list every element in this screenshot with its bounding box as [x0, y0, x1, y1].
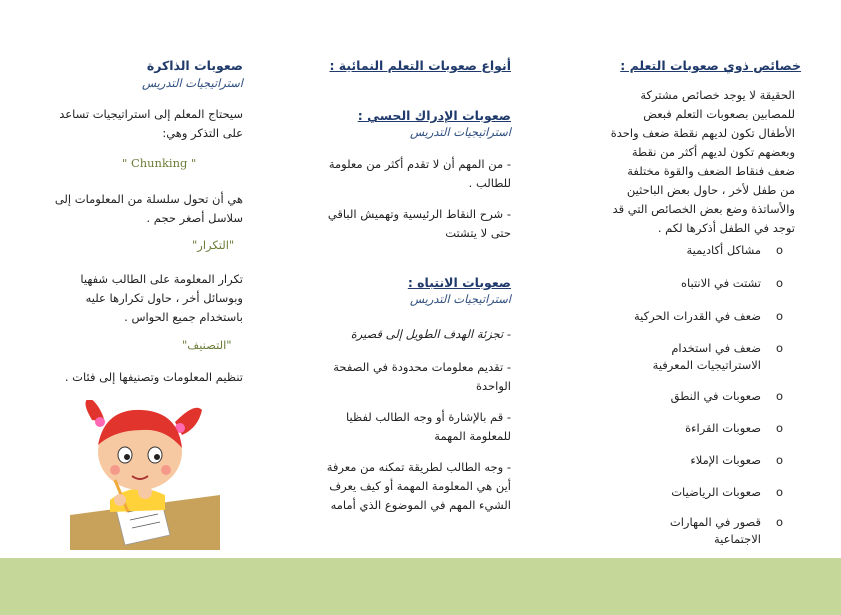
list-item: o صعوبات الرياضيات: [671, 484, 783, 501]
footer-band: [0, 558, 841, 615]
list-item: o ضعف في القدرات الحركية: [634, 308, 783, 325]
girl-writing-illustration: [70, 400, 220, 550]
repetition-text: تكرار المعلومة على الطالب شفهيا وبوسائل أخر ، حاول تكرارها عليه باستخدام جميع الحواس .: [80, 272, 243, 324]
list-item: o قصور في المهارات الاجتماعية: [651, 514, 783, 548]
repetition-label: "التكرار": [192, 238, 235, 252]
list-item: o مشاكل أكاديمية: [686, 242, 783, 259]
attention-title: صعوبات الانتباه :: [407, 275, 511, 290]
memory-intro: سيحتاج المعلم إلى استراتيجيات تساعد على التذكر وهي:: [59, 107, 243, 140]
attention-item: - وجه الطالب لطريقة تمكنه من معرفة أين هي المعلومة المهمة أو كيف يعرف الشيء المهم في الموضوع الذي أمامه: [326, 460, 511, 512]
list-item: o صعوبات الإملاء: [690, 452, 783, 469]
developmental-heading: أنواع صعوبات التعلم النمائية :: [329, 58, 511, 73]
perception-title: صعوبات الإدراك الحسي :: [357, 108, 511, 123]
list-item: o صعوبات في النطق: [671, 388, 783, 405]
attention-item: - تجزئة الهدف الطويل إلى قصيرة: [350, 327, 511, 341]
perception-item: - شرح النقاط الرئيسية وتهميش الباقي حتى لا يتشتت: [327, 207, 511, 240]
attention-sub: استراتيجيات التدريس: [409, 292, 511, 306]
attention-item: - تقديم معلومات محدودة في الصفحة الواحدة: [333, 360, 511, 393]
characteristics-heading: خصائص ذوي صعوبات التعلم :: [620, 58, 801, 73]
memory-sub: استراتيجيات التدريس: [141, 76, 243, 90]
memory-heading: صعوبات الذاكرة: [146, 58, 243, 73]
classification-text: تنظيم المعلومات وتصنيفها إلى فئات .: [64, 370, 243, 384]
characteristics-intro: الحقيقة لا يوجد خصائص مشتركة للمصابين بصعوبات التعلم فبعض الأطفال تكون لديهم نقطة ضعف واحدة وبعضهم تكون لديهم أكثر من نقطة ضعف فنقاط الضعف والقوة مختلفة من طفل لأخر ، حاول بعض الباحثين والأساتذة وضع بعض الخصائص التي قد توجد في الطفل أذكرها لكم .: [610, 88, 795, 235]
list-item: o صعوبات القراءة: [685, 420, 783, 437]
perception-item: - من المهم أن لا تقدم أكثر من معلومة للطالب .: [328, 157, 511, 190]
chunking-text: هي أن تحول سلسلة من المعلومات إلى سلاسل أصغر حجم .: [54, 192, 243, 225]
perception-sub: استراتيجيات التدريس: [409, 125, 511, 139]
list-item: o تشتت في الانتباه: [681, 275, 783, 292]
list-item: o ضعف في استخدام الاستراتيجيات المعرفية: [651, 340, 783, 374]
attention-item: - قم بالإشارة أو وجه الطالب لفظيا للمعلومة المهمة: [346, 410, 511, 443]
chunking-label: " Chunking ": [122, 156, 197, 170]
classification-label: "التصنيف": [182, 338, 232, 352]
